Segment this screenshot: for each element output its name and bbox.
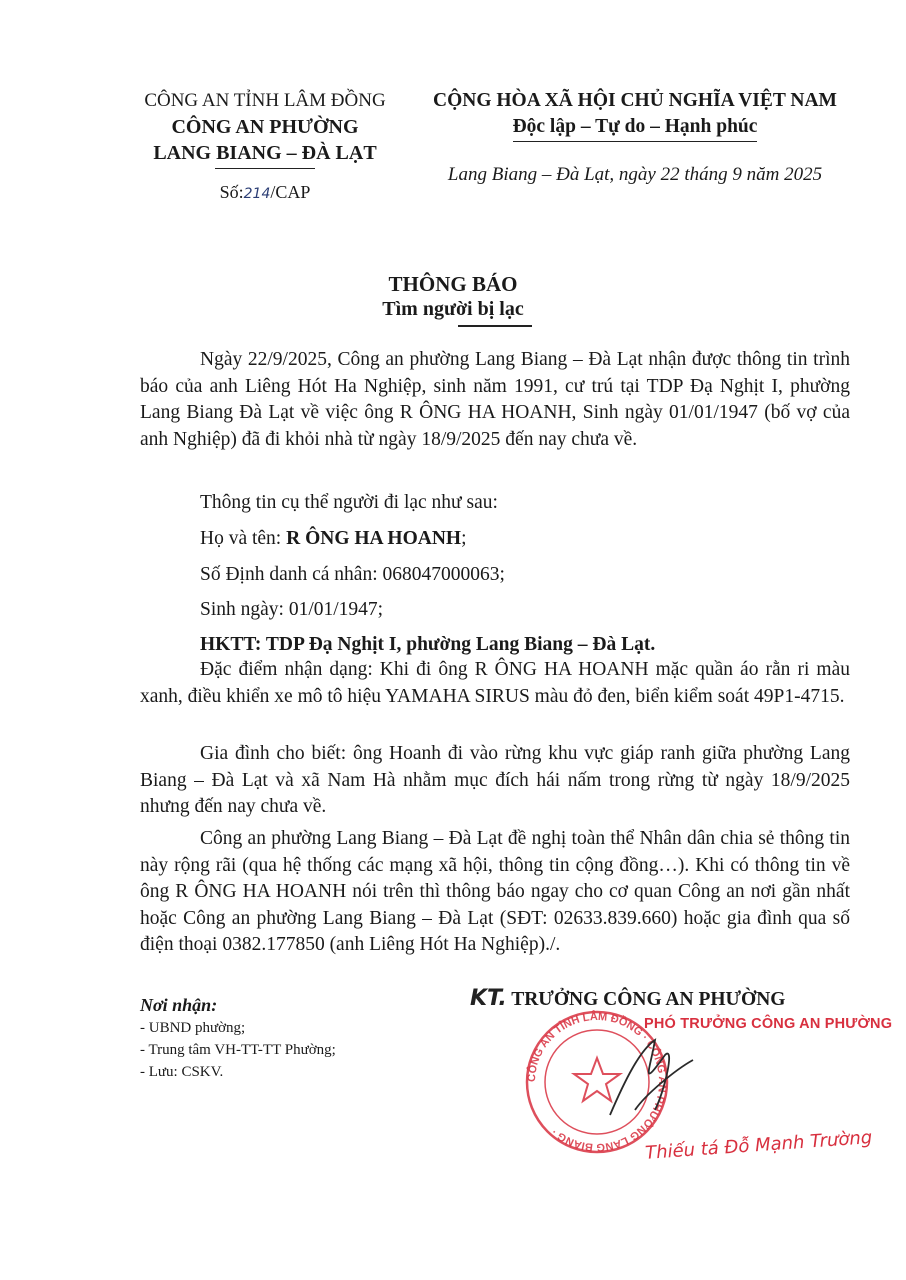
- official-seal: [515, 1010, 695, 1160]
- nation-name: CỘNG HÒA XÃ HỘI CHỦ NGHĨA VIỆT NAM: [433, 90, 837, 111]
- name-label: Họ và tên:: [200, 528, 287, 549]
- field-full-name: [200, 526, 467, 552]
- recipient-item: - UBND phường;: [140, 1020, 246, 1036]
- intro-paragraph: Ngày 22/9/2025, Công an phường Lang Biang – Đà Lạt nhận được thông tin trình báo của anh Liêng Hót Ha Nghiệp, sinh năm 1991, cư trú tại TDP Đạ Nghịt I, phường Lang Biang Đà Lạt về việc ông R ÔNG HA HOANH, Sinh ngày 01/01/1947 (bố vợ của anh Nghiệp) đã đi khỏi nhà từ ngày 18/9/2025 đến nay chưa về.: [140, 349, 850, 450]
- document-subtitle: Tìm người bị lạc: [382, 298, 524, 320]
- national-header-block: [415, 88, 855, 188]
- subtitle-underline: [458, 325, 532, 327]
- issuing-agency-block: [120, 88, 410, 207]
- agency-underline: [215, 168, 315, 169]
- signature-title: [470, 986, 785, 1011]
- family-paragraph: Gia đình cho biết: ông Hoanh đi vào rừng khu vực giáp ranh giữa phường Lang Biang – Đà Lạt và xã Nam Hà nhằm mục đích hái nấm trong rừng từ ngày 18/9/2025 nhưng đến nay chưa về.: [140, 743, 850, 817]
- agency-name-line2: LANG BIANG – ĐÀ LẠT: [153, 142, 377, 164]
- name-end: ;: [461, 528, 467, 549]
- place-and-date: Lang Biang – Đà Lạt, ngày 22 tháng 9 năm 2025: [447, 164, 823, 185]
- number-suffix: /CAP: [270, 182, 311, 202]
- national-motto: Độc lập – Tự do – Hạnh phúc: [513, 114, 758, 142]
- name-value: R ÔNG HA HOANH: [286, 528, 462, 549]
- seal-ring-text: CÔNG AN TỈNH LÂM ĐỒNG · CÔNG AN PHƯỜNG LANG BIANG ·: [525, 1010, 669, 1154]
- residence-value: TDP Đạ Nghịt I, phường Lang Biang – Đà Lạt.: [265, 634, 656, 655]
- deputy-title: PHÓ TRƯỞNG CÔNG AN PHƯỜNG: [644, 1016, 893, 1032]
- document-title: THÔNG BÁO: [388, 272, 518, 296]
- agency-parent: CÔNG AN TỈNH LÂM ĐỒNG: [144, 90, 386, 111]
- request-paragraph: Công an phường Lang Biang – Đà Lạt đề nghị toàn thể Nhân dân chia sẻ thông tin này rộng rãi (qua hệ thống các mạng xã hội, thông tin cộng đồng…). Khi có thông tin về ông R ÔNG HA HOANH nói trên thì thông báo ngay cho cơ quan Công an nơi gần nhất hoặc Công an phường Lang Biang – Đà Lạt (SĐT: 02633.839.660) hoặc gia đình qua số điện thoại 0382.177850 (anh Liêng Hót Ha Nghiệp)./.: [140, 828, 850, 955]
- field-date-of-birth: Sinh ngày: 01/01/1947;: [200, 599, 384, 620]
- kt-handwritten: KT.: [470, 986, 507, 1011]
- field-residence: [200, 632, 655, 658]
- residence-label: HKTT:: [200, 634, 266, 655]
- seal-star-icon: [574, 1058, 620, 1101]
- features-paragraph: Đặc điểm nhận dạng: Khi đi ông R ÔNG HA HOANH mặc quần áo rằn ri màu xanh, điều khiển xe mô tô hiệu YAMAHA SIRUS màu đỏ đen, biển kiểm soát 49P1-4715.: [140, 659, 850, 707]
- signer-name: Thiếu tá Đỗ Mạnh Trường: [644, 1127, 873, 1164]
- number-handwritten: 214: [243, 186, 271, 202]
- signature-position: TRƯỞNG CÔNG AN PHƯỜNG: [511, 989, 786, 1010]
- field-personal-id: Số Định danh cá nhân: 068047000063;: [200, 564, 505, 585]
- recipients-title: Nơi nhận:: [140, 995, 218, 1015]
- document-number: [120, 179, 410, 207]
- recipient-item: - Trung tâm VH-TT-TT Phường;: [140, 1042, 336, 1058]
- number-prefix: Số:: [219, 182, 244, 202]
- agency-name-line1: CÔNG AN PHƯỜNG: [171, 116, 359, 138]
- recipients-block: [140, 993, 440, 1083]
- details-heading: Thông tin cụ thể người đi lạc như sau:: [200, 492, 498, 513]
- recipient-item: - Lưu: CSKV.: [140, 1064, 224, 1080]
